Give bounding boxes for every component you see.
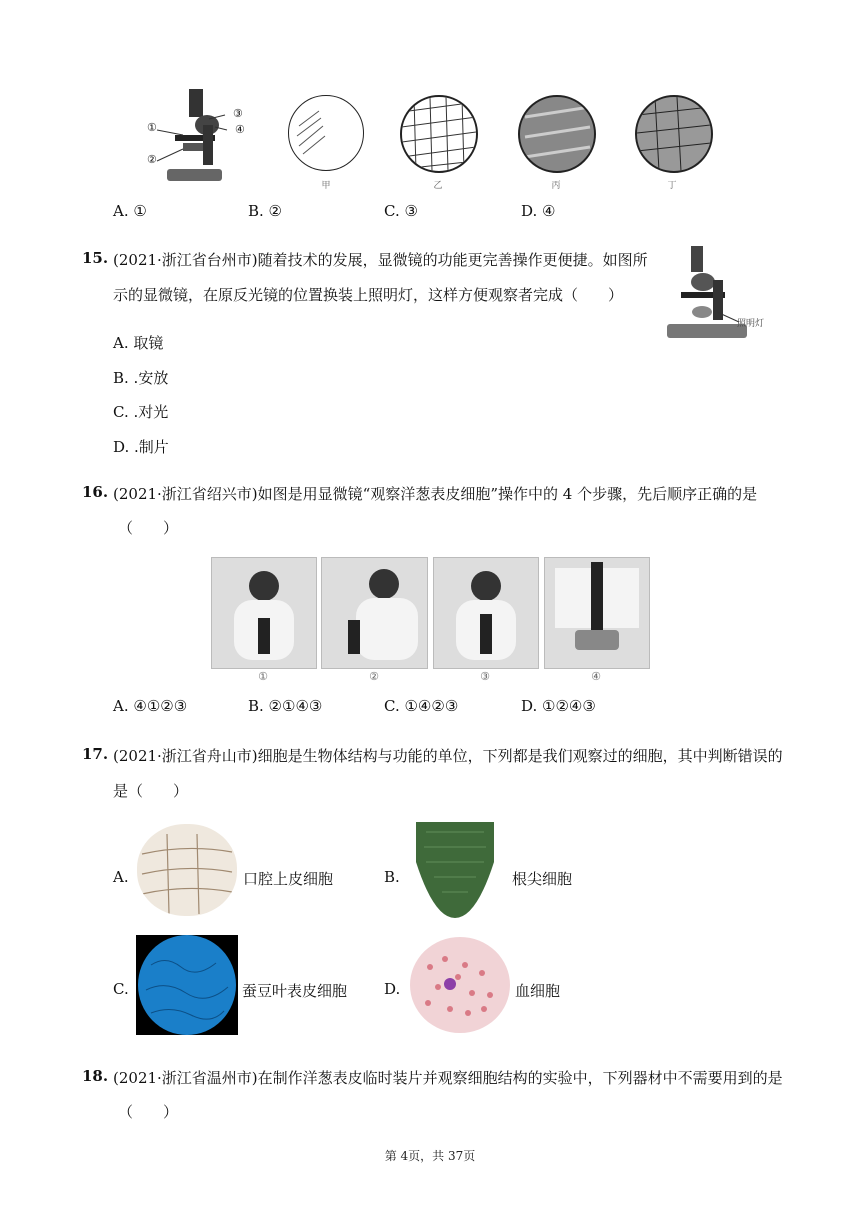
q17-option-d-label: 血细胞 [515,982,561,1000]
q17-option-c-letter[interactable]: C. [113,980,129,998]
microscope-drawing [145,85,255,190]
q17-option-b-letter[interactable]: B. [384,868,400,886]
q18-number: 18. [82,1067,109,1085]
q17-number: 17. [82,745,109,763]
view-yi-image [400,95,478,173]
q16-text-line1: (2021·浙江省绍兴市)如图是用显微镜“观察洋葱表皮细胞”操作中的 4 个步骤，先后顺序正确的是 [113,485,758,503]
microscope-label-2: ② [147,153,157,166]
microscope-figure [145,85,255,190]
view-label-jia: 甲 [321,181,331,191]
page-footer: 第 4页，共 37页 [384,1149,476,1163]
q17-text-line2: 是（ ） [113,782,189,800]
q18-text-line1: (2021·浙江省温州市)在制作洋葱表皮临时装片并观察细胞结构的实验中，下列器材中不需要用到的是 [113,1069,783,1087]
view-jia-image [288,95,364,171]
q14-option-a[interactable]: A. ① [113,202,147,220]
q16-step-photo-1 [211,557,317,669]
q16-step-label-4: ④ [591,670,601,683]
q15-option-b[interactable]: B. .安放 [113,369,169,387]
q14-option-d[interactable]: D. ④ [521,202,556,220]
q16-step-label-1: ① [258,670,268,683]
q14-option-c[interactable]: C. ③ [384,202,418,220]
q16-option-d[interactable]: D. ①②④③ [521,697,596,715]
view-ding-image [635,95,713,173]
q16-option-c[interactable]: C. ①④②③ [384,697,459,715]
q16-step-label-3: ③ [480,670,490,683]
q17-option-a-label: 口腔上皮细胞 [243,870,334,888]
view-bing-image [518,95,596,173]
q17-option-a-image [137,824,237,916]
q16-number: 16. [82,483,109,501]
microscope-label-3: ③ [233,107,243,120]
q15-option-a[interactable]: A. 取镜 [113,334,164,352]
q15-number: 15. [82,249,109,267]
q17-option-c-image [136,935,238,1035]
q17-option-b-image [416,822,494,918]
q17-option-c-label: 蚕豆叶表皮细胞 [242,982,348,1000]
q17-option-a-letter[interactable]: A. [113,868,129,886]
q15-lamp-label: 照明灯 [737,319,765,329]
q15-text-line2: 示的显微镜，在原反光镜的位置换装上照明灯，这样方便观察者完成（ ） [113,286,624,304]
view-label-yi: 乙 [433,181,443,191]
q16-step-photo-4 [544,557,650,669]
q16-text-line2: （ ） [118,519,179,537]
q17-text-line1: (2021·浙江省舟山市)细胞是生物体结构与功能的单位，下列都是我们观察过的细胞，其中判断错误的 [113,747,783,765]
q17-option-d-image [410,937,510,1033]
q15-option-c[interactable]: C. .对光 [113,403,169,421]
microscope-label-1: ① [147,121,157,134]
q15-text-line1: (2021·浙江省台州市)随着技术的发展，显微镜的功能更完善操作更便捷。如图所 [113,251,648,269]
q16-step-photo-3 [433,557,539,669]
q16-step-photo-2 [321,557,428,669]
microscope-label-4: ④ [235,123,245,136]
q17-option-b-label: 根尖细胞 [512,870,573,888]
q14-option-b[interactable]: B. ② [248,202,283,220]
q16-step-label-2: ② [369,670,379,683]
q16-option-b[interactable]: B. ②①④③ [248,697,323,715]
q15-option-d[interactable]: D. .制片 [113,438,169,456]
view-label-ding: 丁 [667,181,677,191]
q15-microscope-image [657,240,777,348]
q16-option-a[interactable]: A. ④①②③ [113,697,188,715]
view-label-bing: 丙 [551,181,561,191]
q17-option-d-letter[interactable]: D. [384,980,401,998]
q18-text-line2: （ ） [118,1103,179,1121]
